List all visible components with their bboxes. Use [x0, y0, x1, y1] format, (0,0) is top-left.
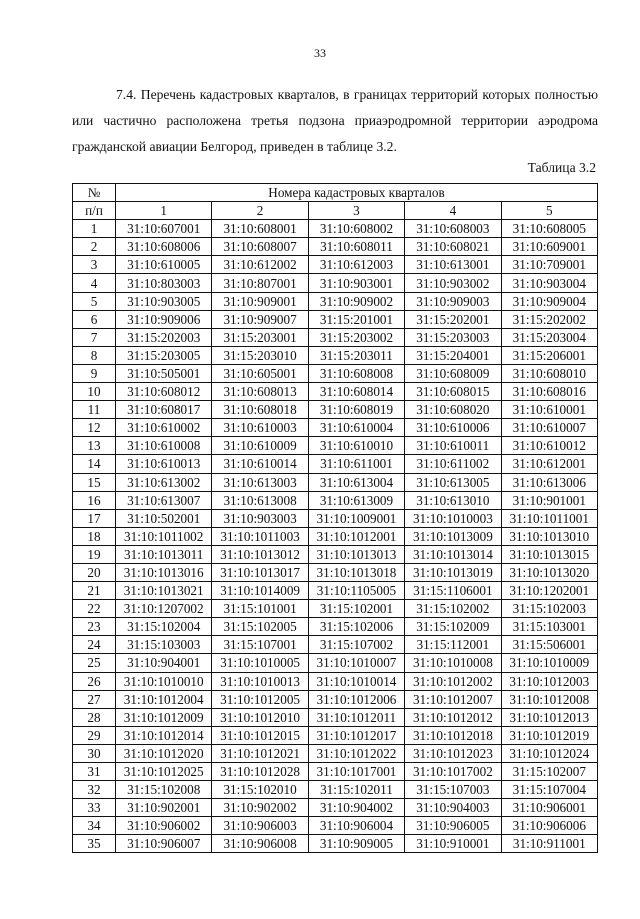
row-number-cell: 5 [73, 292, 116, 310]
cadastral-number-cell: 31:10:1012022 [308, 744, 404, 762]
row-number-cell: 20 [73, 563, 116, 581]
cadastral-number-cell: 31:10:608016 [501, 383, 597, 401]
table-header [73, 184, 598, 220]
cadastral-number-cell: 31:10:1012025 [116, 763, 212, 781]
row-number-cell: 28 [73, 708, 116, 726]
table-row [73, 419, 598, 437]
cadastral-number-cell: 31:10:911001 [501, 835, 597, 853]
row-number-cell: 22 [73, 600, 116, 618]
header-num-top: № [73, 184, 116, 202]
table-row [73, 328, 598, 346]
row-number-cell: 24 [73, 636, 116, 654]
cadastral-number-cell: 31:10:605001 [212, 364, 308, 382]
cadastral-number-cell: 31:10:1012012 [405, 708, 501, 726]
table-row [73, 509, 598, 527]
cadastral-number-cell: 31:10:909005 [308, 835, 404, 853]
cadastral-number-cell: 31:10:610014 [212, 455, 308, 473]
table-row [73, 238, 598, 256]
row-number-cell: 6 [73, 310, 116, 328]
cadastral-number-cell: 31:10:904001 [116, 654, 212, 672]
cadastral-number-cell: 31:15:203011 [308, 346, 404, 364]
header-row-top [73, 184, 598, 202]
cadastral-number-cell: 31:10:613007 [116, 491, 212, 509]
cadastral-number-cell: 31:10:903004 [501, 274, 597, 292]
cadastral-number-cell: 31:15:102010 [212, 781, 308, 799]
cadastral-number-cell: 31:10:610011 [405, 437, 501, 455]
cadastral-number-cell: 31:10:903005 [116, 292, 212, 310]
cadastral-number-cell: 31:10:502001 [116, 509, 212, 527]
cadastral-number-cell: 31:10:608008 [308, 364, 404, 382]
cadastral-number-cell: 31:10:901001 [501, 491, 597, 509]
cadastral-number-cell: 31:10:709001 [501, 256, 597, 274]
cadastral-number-cell: 31:15:201001 [308, 310, 404, 328]
cadastral-number-cell: 31:10:613010 [405, 491, 501, 509]
cadastral-number-cell: 31:15:101001 [212, 600, 308, 618]
cadastral-number-cell: 31:10:610010 [308, 437, 404, 455]
row-number-cell: 8 [73, 346, 116, 364]
table-row [73, 545, 598, 563]
cadastral-number-cell: 31:10:1010008 [405, 654, 501, 672]
row-number-cell: 17 [73, 509, 116, 527]
cadastral-number-cell: 31:15:102008 [116, 781, 212, 799]
cadastral-number-cell: 31:10:608001 [212, 220, 308, 238]
cadastral-number-cell: 31:10:1012009 [116, 708, 212, 726]
cadastral-number-cell: 31:10:1012020 [116, 744, 212, 762]
cadastral-number-cell: 31:10:1010010 [116, 672, 212, 690]
table-row [73, 527, 598, 545]
row-number-cell: 32 [73, 781, 116, 799]
cadastral-number-cell: 31:10:608002 [308, 220, 404, 238]
cadastral-number-cell: 31:10:613008 [212, 491, 308, 509]
cadastral-number-cell: 31:10:608019 [308, 401, 404, 419]
cadastral-number-cell: 31:10:610001 [501, 401, 597, 419]
row-number-cell: 13 [73, 437, 116, 455]
cadastral-number-cell: 31:10:807001 [212, 274, 308, 292]
table-row [73, 383, 598, 401]
cadastral-number-cell: 31:10:1009001 [308, 509, 404, 527]
row-number-cell: 11 [73, 401, 116, 419]
row-number-cell: 25 [73, 654, 116, 672]
cadastral-number-cell: 31:10:1013016 [116, 563, 212, 581]
cadastral-number-cell: 31:15:1106001 [405, 582, 501, 600]
header-col-1: 1 [116, 202, 212, 220]
cadastral-number-cell: 31:15:203003 [405, 328, 501, 346]
row-number-cell: 14 [73, 455, 116, 473]
cadastral-number-cell: 31:10:1012017 [308, 726, 404, 744]
cadastral-number-cell: 31:10:612002 [212, 256, 308, 274]
cadastral-number-cell: 31:10:608017 [116, 401, 212, 419]
cadastral-number-cell: 31:15:102005 [212, 618, 308, 636]
cadastral-number-cell: 31:15:102002 [405, 600, 501, 618]
cadastral-number-cell: 31:10:613009 [308, 491, 404, 509]
table-caption: Таблица 3.2 [527, 160, 596, 175]
cadastral-number-cell: 31:10:1012007 [405, 690, 501, 708]
cadastral-number-cell: 31:15:102004 [116, 618, 212, 636]
cadastral-number-cell: 31:10:909001 [212, 292, 308, 310]
header-col-3: 3 [308, 202, 404, 220]
cadastral-number-cell: 31:10:904003 [405, 799, 501, 817]
cadastral-number-cell: 31:15:107002 [308, 636, 404, 654]
cadastral-number-cell: 31:10:610003 [212, 419, 308, 437]
cadastral-number-cell: 31:10:1202001 [501, 582, 597, 600]
cadastral-number-cell: 31:10:610006 [405, 419, 501, 437]
table-row [73, 582, 598, 600]
cadastral-number-cell: 31:10:613002 [116, 473, 212, 491]
cadastral-quarters-table [72, 183, 598, 853]
cadastral-number-cell: 31:10:1011003 [212, 527, 308, 545]
row-number-cell: 23 [73, 618, 116, 636]
table-row [73, 455, 598, 473]
cadastral-number-cell: 31:10:608012 [116, 383, 212, 401]
cadastral-number-cell: 31:15:107004 [501, 781, 597, 799]
cadastral-number-cell: 31:10:1012004 [116, 690, 212, 708]
cadastral-number-cell: 31:10:613004 [308, 473, 404, 491]
cadastral-number-cell: 31:10:609001 [501, 238, 597, 256]
cadastral-number-cell: 31:10:1012028 [212, 763, 308, 781]
cadastral-number-cell: 31:10:1012013 [501, 708, 597, 726]
cadastral-number-cell: 31:10:1012002 [405, 672, 501, 690]
cadastral-number-cell: 31:10:1013020 [501, 563, 597, 581]
row-number-cell: 33 [73, 799, 116, 817]
cadastral-number-cell: 31:10:1012023 [405, 744, 501, 762]
cadastral-number-cell: 31:10:610007 [501, 419, 597, 437]
row-number-cell: 34 [73, 817, 116, 835]
table-row [73, 274, 598, 292]
cadastral-number-cell: 31:10:1013015 [501, 545, 597, 563]
cadastral-number-cell: 31:15:203005 [116, 346, 212, 364]
table-row [73, 364, 598, 382]
cadastral-number-cell: 31:10:610004 [308, 419, 404, 437]
cadastral-number-cell: 31:10:608007 [212, 238, 308, 256]
cadastral-number-cell: 31:10:1012024 [501, 744, 597, 762]
cadastral-number-cell: 31:10:613003 [212, 473, 308, 491]
cadastral-number-cell: 31:10:610008 [116, 437, 212, 455]
cadastral-number-cell: 31:10:1012003 [501, 672, 597, 690]
cadastral-number-cell: 31:10:906003 [212, 817, 308, 835]
cadastral-number-cell: 31:10:1010005 [212, 654, 308, 672]
table-row [73, 256, 598, 274]
cadastral-number-cell: 31:15:506001 [501, 636, 597, 654]
cadastral-number-cell: 31:10:909007 [212, 310, 308, 328]
table-row [73, 654, 598, 672]
cadastral-number-cell: 31:10:1011001 [501, 509, 597, 527]
cadastral-number-cell: 31:15:203001 [212, 328, 308, 346]
cadastral-number-cell: 31:10:1017001 [308, 763, 404, 781]
table-row [73, 781, 598, 799]
cadastral-number-cell: 31:15:112001 [405, 636, 501, 654]
table-row [73, 835, 598, 853]
header-row-bottom [73, 202, 598, 220]
cadastral-number-cell: 31:10:909004 [501, 292, 597, 310]
cadastral-number-cell: 31:15:102006 [308, 618, 404, 636]
cadastral-number-cell: 31:10:906008 [212, 835, 308, 853]
cadastral-number-cell: 31:10:1014009 [212, 582, 308, 600]
cadastral-number-cell: 31:15:204001 [405, 346, 501, 364]
cadastral-number-cell: 31:10:610005 [116, 256, 212, 274]
cadastral-number-cell: 31:10:906002 [116, 817, 212, 835]
cadastral-number-cell: 31:10:608015 [405, 383, 501, 401]
cadastral-number-cell: 31:10:1010014 [308, 672, 404, 690]
cadastral-number-cell: 31:15:103003 [116, 636, 212, 654]
cadastral-number-cell: 31:10:612003 [308, 256, 404, 274]
cadastral-number-cell: 31:10:608011 [308, 238, 404, 256]
row-number-cell: 18 [73, 527, 116, 545]
row-number-cell: 9 [73, 364, 116, 382]
cadastral-number-cell: 31:10:906001 [501, 799, 597, 817]
cadastral-number-cell: 31:10:906006 [501, 817, 597, 835]
cadastral-number-cell: 31:10:608018 [212, 401, 308, 419]
cadastral-number-cell: 31:10:607001 [116, 220, 212, 238]
cadastral-number-cell: 31:10:1013010 [501, 527, 597, 545]
header-num-bottom: п/п [73, 202, 116, 220]
page-number: 33 [314, 46, 326, 60]
table-row [73, 618, 598, 636]
cadastral-number-cell: 31:10:1017002 [405, 763, 501, 781]
cadastral-number-cell: 31:15:107003 [405, 781, 501, 799]
cadastral-number-cell: 31:15:202003 [116, 328, 212, 346]
table-row [73, 600, 598, 618]
table-row [73, 708, 598, 726]
cadastral-number-cell: 31:10:611002 [405, 455, 501, 473]
cadastral-number-cell: 31:10:906005 [405, 817, 501, 835]
cadastral-number-cell: 31:15:202002 [501, 310, 597, 328]
table-row [73, 437, 598, 455]
row-number-cell: 30 [73, 744, 116, 762]
table-row [73, 817, 598, 835]
cadastral-number-cell: 31:15:103001 [501, 618, 597, 636]
cadastral-number-cell: 31:10:909006 [116, 310, 212, 328]
cadastral-number-cell: 31:10:1013017 [212, 563, 308, 581]
cadastral-number-cell: 31:10:909003 [405, 292, 501, 310]
table-row [73, 672, 598, 690]
row-number-cell: 27 [73, 690, 116, 708]
row-number-cell: 16 [73, 491, 116, 509]
table-row [73, 220, 598, 238]
cadastral-number-cell: 31:10:1010009 [501, 654, 597, 672]
table-row [73, 346, 598, 364]
cadastral-number-cell: 31:10:1012014 [116, 726, 212, 744]
table-row [73, 726, 598, 744]
cadastral-number-cell: 31:10:608013 [212, 383, 308, 401]
cadastral-number-cell: 31:15:102011 [308, 781, 404, 799]
cadastral-number-cell: 31:15:203010 [212, 346, 308, 364]
table-row [73, 799, 598, 817]
cadastral-number-cell: 31:10:613006 [501, 473, 597, 491]
row-number-cell: 1 [73, 220, 116, 238]
cadastral-number-cell: 31:10:1013014 [405, 545, 501, 563]
row-number-cell: 10 [73, 383, 116, 401]
row-number-cell: 19 [73, 545, 116, 563]
cadastral-number-cell: 31:10:902002 [212, 799, 308, 817]
table-row [73, 563, 598, 581]
cadastral-number-cell: 31:10:1012021 [212, 744, 308, 762]
cadastral-number-cell: 31:10:910001 [405, 835, 501, 853]
cadastral-number-cell: 31:10:904002 [308, 799, 404, 817]
table-row [73, 636, 598, 654]
cadastral-number-cell: 31:15:203002 [308, 328, 404, 346]
cadastral-number-cell: 31:10:1105005 [308, 582, 404, 600]
table-row [73, 473, 598, 491]
row-number-cell: 31 [73, 763, 116, 781]
cadastral-number-cell: 31:10:612001 [501, 455, 597, 473]
cadastral-number-cell: 31:15:102003 [501, 600, 597, 618]
cadastral-number-cell: 31:10:1013021 [116, 582, 212, 600]
header-group-title: Номера кадастровых кварталов [116, 184, 598, 202]
table-row [73, 401, 598, 419]
cadastral-number-cell: 31:10:903001 [308, 274, 404, 292]
cadastral-number-cell: 31:10:1011002 [116, 527, 212, 545]
cadastral-number-cell: 31:10:613001 [405, 256, 501, 274]
cadastral-number-cell: 31:10:1013011 [116, 545, 212, 563]
cadastral-number-cell: 31:15:102007 [501, 763, 597, 781]
cadastral-number-cell: 31:10:1013009 [405, 527, 501, 545]
cadastral-number-cell: 31:10:610002 [116, 419, 212, 437]
table-body [73, 220, 598, 853]
header-col-5: 5 [501, 202, 597, 220]
cadastral-number-cell: 31:10:608010 [501, 364, 597, 382]
cadastral-number-cell: 31:10:608005 [501, 220, 597, 238]
row-number-cell: 2 [73, 238, 116, 256]
cadastral-number-cell: 31:10:610009 [212, 437, 308, 455]
header-col-2: 2 [212, 202, 308, 220]
cadastral-number-cell: 31:10:608021 [405, 238, 501, 256]
cadastral-number-cell: 31:10:903002 [405, 274, 501, 292]
cadastral-number-cell: 31:10:1012010 [212, 708, 308, 726]
cadastral-number-cell: 31:10:1012006 [308, 690, 404, 708]
table-row [73, 310, 598, 328]
header-col-4: 4 [405, 202, 501, 220]
cadastral-number-cell: 31:10:610013 [116, 455, 212, 473]
cadastral-number-cell: 31:10:608009 [405, 364, 501, 382]
cadastral-number-cell: 31:10:1012011 [308, 708, 404, 726]
cadastral-number-cell: 31:10:608006 [116, 238, 212, 256]
row-number-cell: 15 [73, 473, 116, 491]
cadastral-number-cell: 31:10:1010013 [212, 672, 308, 690]
table-row [73, 744, 598, 762]
table-row [73, 763, 598, 781]
cadastral-number-cell: 31:10:611001 [308, 455, 404, 473]
cadastral-number-cell: 31:10:902001 [116, 799, 212, 817]
row-number-cell: 35 [73, 835, 116, 853]
cadastral-number-cell: 31:10:1012015 [212, 726, 308, 744]
cadastral-number-cell: 31:10:608014 [308, 383, 404, 401]
row-number-cell: 26 [73, 672, 116, 690]
cadastral-number-cell: 31:15:107001 [212, 636, 308, 654]
row-number-cell: 4 [73, 274, 116, 292]
cadastral-number-cell: 31:15:206001 [501, 346, 597, 364]
cadastral-number-cell: 31:10:1010007 [308, 654, 404, 672]
cadastral-number-cell: 31:10:1013012 [212, 545, 308, 563]
cadastral-number-cell: 31:10:803003 [116, 274, 212, 292]
cadastral-number-cell: 31:15:102009 [405, 618, 501, 636]
cadastral-number-cell: 31:10:903003 [212, 509, 308, 527]
cadastral-number-cell: 31:10:1012018 [405, 726, 501, 744]
cadastral-number-cell: 31:10:906004 [308, 817, 404, 835]
cadastral-number-cell: 31:10:608003 [405, 220, 501, 238]
cadastral-number-cell: 31:10:1012001 [308, 527, 404, 545]
cadastral-number-cell: 31:15:202001 [405, 310, 501, 328]
row-number-cell: 12 [73, 419, 116, 437]
cadastral-number-cell: 31:10:610012 [501, 437, 597, 455]
cadastral-number-cell: 31:10:1207002 [116, 600, 212, 618]
cadastral-number-cell: 31:10:613005 [405, 473, 501, 491]
table-row [73, 292, 598, 310]
table-row [73, 690, 598, 708]
cadastral-number-cell: 31:15:203004 [501, 328, 597, 346]
cadastral-number-cell: 31:10:608020 [405, 401, 501, 419]
cadastral-number-cell: 31:10:1013019 [405, 563, 501, 581]
table-row [73, 491, 598, 509]
cadastral-number-cell: 31:10:505001 [116, 364, 212, 382]
intro-paragraph: 7.4. Перечень кадастровых кварталов, в границах территорий которых полностью или частично расположена третья подзона приаэродромной территории аэродрома гражданской авиации Белгород, приведен в таблице 3.2. [72, 87, 598, 154]
cadastral-number-cell: 31:10:1013018 [308, 563, 404, 581]
cadastral-number-cell: 31:10:1012008 [501, 690, 597, 708]
row-number-cell: 3 [73, 256, 116, 274]
cadastral-number-cell: 31:10:1010003 [405, 509, 501, 527]
row-number-cell: 29 [73, 726, 116, 744]
cadastral-number-cell: 31:15:102001 [308, 600, 404, 618]
cadastral-number-cell: 31:10:1012019 [501, 726, 597, 744]
cadastral-number-cell: 31:10:909002 [308, 292, 404, 310]
row-number-cell: 7 [73, 328, 116, 346]
cadastral-number-cell: 31:10:1013013 [308, 545, 404, 563]
cadastral-number-cell: 31:10:906007 [116, 835, 212, 853]
row-number-cell: 21 [73, 582, 116, 600]
cadastral-number-cell: 31:10:1012005 [212, 690, 308, 708]
